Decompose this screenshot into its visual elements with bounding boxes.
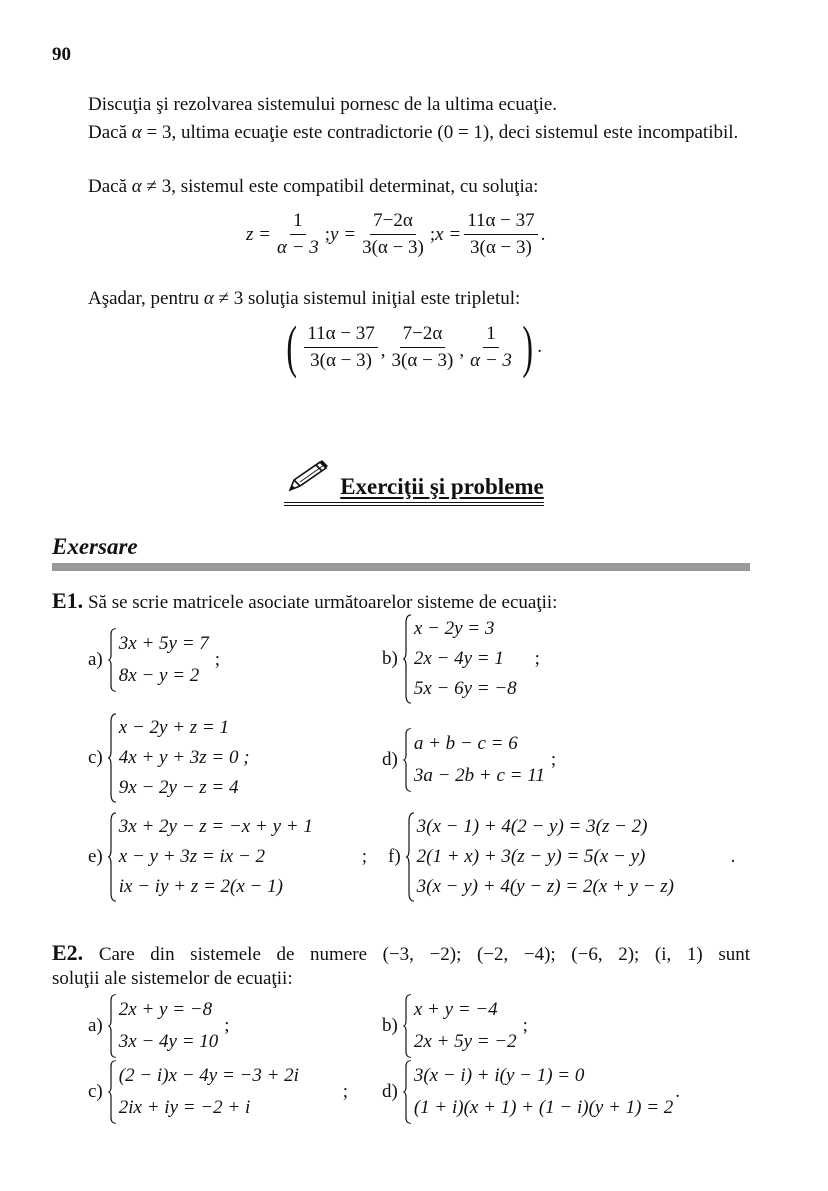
equation: x + y = −4 <box>413 999 498 1020</box>
left-brace <box>402 1060 412 1124</box>
equation: (2 − i)x − 4y = −3 + 2i <box>118 1065 299 1086</box>
equation: 2ix + iy = −2 + i <box>118 1097 251 1118</box>
item-label: b) <box>382 648 398 669</box>
separator: ; <box>361 846 368 867</box>
exercise-text: Care din sistemele de numere <box>98 944 383 965</box>
equation: 8x − y = 2 <box>118 665 200 686</box>
equation: 9x − 2y − z = 4 <box>118 777 239 798</box>
numerator: 11α − 37 <box>464 210 537 235</box>
x-label: x = <box>435 223 462 245</box>
separator: ; <box>342 1081 349 1102</box>
left-brace <box>402 614 412 704</box>
text: ≠ 3, sistemul este compatibil determinat, cu soluţia: <box>141 176 539 197</box>
period: . <box>540 223 546 245</box>
item-label: d) <box>382 1081 398 1102</box>
page-number: 90 <box>52 44 71 65</box>
triplet-fraction-1 <box>304 323 377 372</box>
subsection-bar <box>52 563 750 571</box>
equation: (1 + i)(x + 1) + (1 − i)(y + 1) = 2 <box>413 1097 674 1118</box>
separator: . <box>675 1081 681 1102</box>
text: = 3, ultima ecuaţie este contradictorie (0 = 1), deci sistemul este incompatibil. <box>141 122 739 143</box>
comma: , <box>380 340 386 361</box>
E2-system-c <box>88 1060 348 1124</box>
equation: 2x − 4y = 1 <box>413 648 504 669</box>
equation: 4x + y + 3z = 0 ; <box>118 747 250 768</box>
left-brace <box>107 1060 117 1124</box>
text: Dacă <box>88 176 132 197</box>
comma: , <box>459 340 465 361</box>
item-label: b) <box>382 1015 398 1036</box>
E2-system-d <box>382 1060 680 1124</box>
equation: 3a − 2b + c = 11 <box>413 765 545 786</box>
pencil-icon <box>284 460 332 500</box>
x-fraction <box>464 210 537 259</box>
item-label: f) <box>388 846 401 867</box>
exercise-E2-prompt-line-2: soluţii ale sistemelor de ecuaţii: <box>52 968 293 989</box>
exercise-label: E2. <box>52 940 84 965</box>
triplet-fraction-3 <box>467 323 515 372</box>
equation: x − 2y + z = 1 <box>118 717 229 738</box>
double-rule <box>284 502 544 506</box>
E1-system-a <box>88 628 220 692</box>
E1-system-d <box>382 728 556 792</box>
alpha-symbol: α <box>131 122 142 143</box>
separator: ; <box>534 648 540 669</box>
denominator: 3(α − 3) <box>470 237 532 258</box>
item-label: d) <box>382 749 398 770</box>
equation: x − 2y = 3 <box>413 618 495 639</box>
section-title: Exerciţii şi probleme <box>340 474 544 499</box>
separator: . <box>730 846 736 867</box>
equation: 2(1 + x) + 3(z − y) = 5(x − y) <box>416 846 646 867</box>
exercise-label: E1. <box>52 588 84 613</box>
separator: ; <box>224 1015 230 1036</box>
E1-system-c <box>88 713 250 803</box>
item-label: c) <box>88 747 103 768</box>
period: . <box>537 336 542 357</box>
solution-triplet <box>282 314 542 379</box>
intro-line-1: Discuţia şi rezolvarea sistemului pornesc de la ultima ecuaţie. <box>88 94 558 115</box>
item-label: a) <box>88 1015 103 1036</box>
equation: 3x + 2y − z = −x + y + 1 <box>118 816 313 837</box>
number-pairs: (−3, −2); (−2, −4); (−6, 2); (i, 1) <box>382 944 703 965</box>
E2-system-a <box>88 994 230 1058</box>
item-label: e) <box>88 846 103 867</box>
equation: x − y + 3z = ix − 2 <box>118 846 266 867</box>
separator: ; <box>214 649 221 670</box>
intro-line-3 <box>52 174 750 200</box>
alpha-symbol: α <box>203 288 214 309</box>
open-paren: ( <box>286 314 297 379</box>
left-brace <box>405 812 415 902</box>
item-label: c) <box>88 1081 103 1102</box>
left-brace <box>402 728 412 792</box>
numerator: 7−2α <box>400 323 446 348</box>
text: Aşadar, pentru <box>88 288 204 309</box>
separator: ; <box>429 223 436 245</box>
numerator: 1 <box>483 323 499 348</box>
numerator: 1 <box>290 210 306 235</box>
conclusion-line <box>52 286 750 312</box>
denominator: 3(α − 3) <box>362 237 424 258</box>
denominator: α − 3 <box>470 349 512 371</box>
separator: ; <box>324 223 331 245</box>
equation: 3(x − 1) + 4(2 − y) = 3(z − 2) <box>416 816 648 837</box>
exercise-E1-prompt <box>52 588 557 614</box>
exercise-text: sunt <box>702 944 751 965</box>
E1-system-b <box>382 614 540 704</box>
close-paren: ) <box>522 314 533 379</box>
equation: a + b − c = 6 <box>413 733 518 754</box>
equation: ix − iy + z = 2(x − 1) <box>118 876 283 897</box>
separator: ; <box>550 749 557 770</box>
denominator: 3(α − 3) <box>391 349 454 371</box>
alpha-symbol: α <box>131 176 142 197</box>
left-brace <box>107 812 117 902</box>
E1-system-f <box>388 812 735 902</box>
intro-line-2 <box>52 120 750 146</box>
subsection-title: Exersare <box>52 534 138 559</box>
exercise-text: Să se scrie matricele asociate următoarelor sisteme de ecuaţii: <box>87 592 558 613</box>
separator: ; <box>522 1015 528 1036</box>
equation: 3(x − y) + 4(y − z) = 2(x + y − z) <box>416 876 675 897</box>
triplet-fraction-2 <box>389 323 457 372</box>
left-brace <box>107 713 117 803</box>
numerator: 7−2α <box>370 210 416 235</box>
item-label: a) <box>88 649 103 670</box>
denominator: 3(α − 3) <box>310 349 372 371</box>
equation: 2x + y = −8 <box>118 999 213 1020</box>
denominator: α − 3 <box>276 237 319 258</box>
numerator: 11α − 37 <box>304 323 377 348</box>
left-brace <box>107 628 117 692</box>
z-label: z = <box>246 223 271 245</box>
z-fraction <box>274 210 322 259</box>
text: ≠ 3 soluţia sistemul iniţial este tripletul: <box>213 288 521 309</box>
text: Dacă <box>88 122 132 143</box>
equation: 2x + 5y = −2 <box>413 1031 517 1052</box>
equation: 3x − 4y = 10 <box>118 1031 219 1052</box>
y-label: y = <box>330 223 357 245</box>
y-fraction <box>359 210 427 259</box>
exercise-E2-prompt-line-1 <box>52 940 750 968</box>
E1-system-e <box>88 812 367 902</box>
left-brace <box>107 994 117 1058</box>
E2-system-b <box>382 994 528 1058</box>
equation: 3(x − i) + i(y − 1) = 0 <box>413 1065 585 1086</box>
solution-equation <box>246 210 545 259</box>
equation: 5x − 6y = −8 <box>413 678 517 699</box>
left-brace <box>402 994 412 1058</box>
section-header <box>0 460 828 506</box>
equation: 3x + 5y = 7 <box>118 633 209 654</box>
